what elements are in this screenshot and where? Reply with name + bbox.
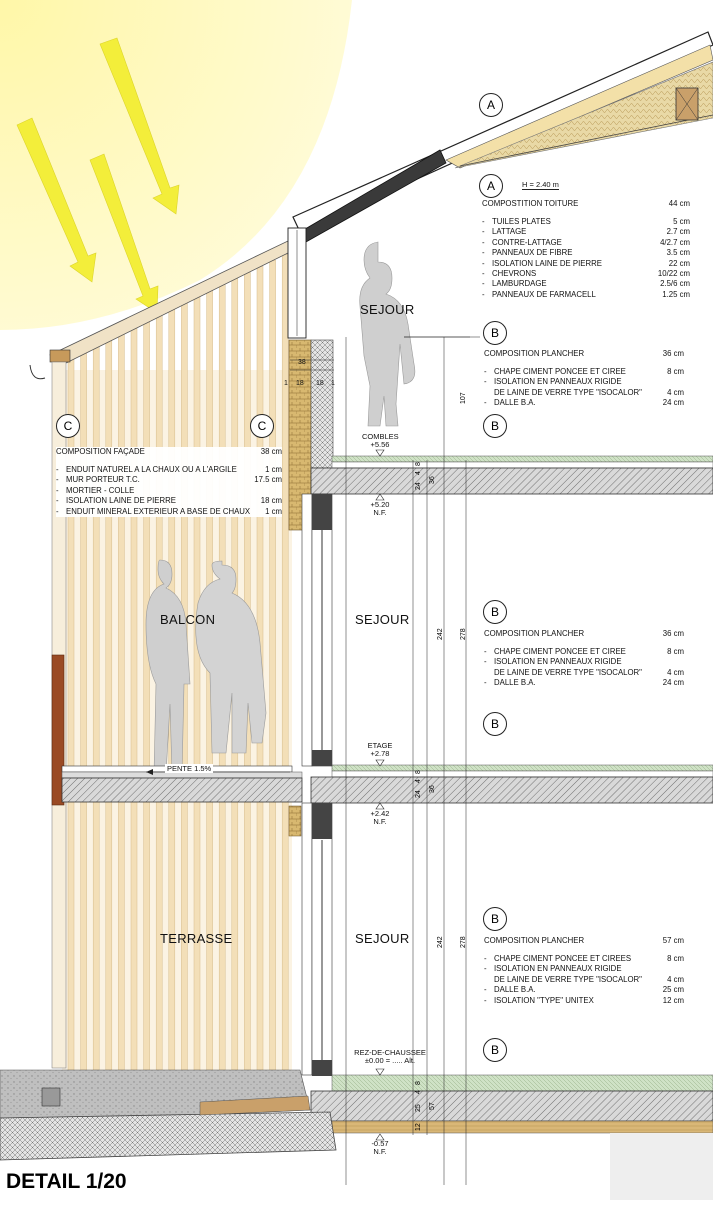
floor-spec-1-title: COMPOSITION PLANCHER <box>484 349 585 358</box>
spec-row-value: 4 cm <box>667 667 684 677</box>
spec-row-dash: - <box>56 475 59 485</box>
wood-slat <box>282 254 288 1070</box>
dim-wall-total: 38 <box>298 359 306 366</box>
spec-row-value: 24 cm <box>662 398 684 408</box>
spec-row-label: CONTRE-LATTAGE <box>492 237 562 247</box>
person-figure <box>360 242 415 426</box>
spec-row-label: DE LAINE DE VERRE TYPE "ISOCALOR" <box>494 974 642 984</box>
spec-row <box>482 227 690 237</box>
section-bubble-c1: C <box>56 414 80 438</box>
level-nf-top <box>362 501 398 517</box>
spec-row <box>56 465 282 475</box>
dim-top-slab-total: 36 <box>429 476 436 484</box>
spec-row-value: 5 cm <box>673 217 690 226</box>
dim-wall-1b: 1 <box>331 380 335 387</box>
floor-spec-1-total: 36 cm <box>662 349 684 358</box>
level-nf-mid-label: N.F. <box>373 817 387 826</box>
spec-row-value: 8 cm <box>667 647 684 656</box>
wood-slat <box>144 321 150 1070</box>
level-rdc-name: REZ-DE-CHAUSSEE <box>354 1048 426 1057</box>
spec-row-value: 4/2.7 cm <box>660 237 690 247</box>
spec-row-dash: - <box>56 506 59 516</box>
spec-row <box>484 647 684 657</box>
spec-row-dash: - <box>482 279 485 289</box>
spec-row <box>56 507 282 517</box>
dim-wall-18a: 18 <box>296 380 304 387</box>
dim-107: 107 <box>460 392 467 404</box>
spec-row-dash: - <box>482 289 485 299</box>
spec-row <box>484 996 684 1006</box>
dim-278a: 278 <box>460 628 467 640</box>
spec-row-dash: - <box>484 647 487 656</box>
level-etage-value: +2.78 <box>370 749 390 758</box>
spec-row <box>484 657 684 667</box>
spec-row-value: 3.5 cm <box>666 248 690 258</box>
level-nf-bottom-value: -0.57 <box>371 1139 389 1148</box>
facade-spec-total: 38 cm <box>260 447 282 456</box>
spec-row-dash: - <box>482 217 485 226</box>
spec-row-value: 2.7 cm <box>666 227 690 237</box>
spec-row-label: DE LAINE DE VERRE TYPE "ISOCALOR" <box>494 667 642 677</box>
section-bubble-a1: A <box>479 93 503 117</box>
spec-row-value: 1 cm <box>265 465 282 474</box>
level-etage <box>362 742 398 758</box>
gutter-icon <box>30 365 45 379</box>
spec-row <box>484 985 684 995</box>
dim-mid-slab-8: 8 <box>415 770 422 774</box>
spec-row-label: CHAPE CIMENT PONCEE ET CIREES <box>494 954 632 963</box>
level-rdc <box>350 1049 430 1065</box>
level-combles <box>362 433 398 449</box>
spec-row-value: 8 cm <box>667 367 684 376</box>
section-bubble-b4: B <box>483 712 507 736</box>
spec-row <box>56 496 282 506</box>
dim-top-slab-8: 8 <box>415 462 422 466</box>
level-etage-name: ETAGE <box>367 741 393 750</box>
dim-242a: 242 <box>437 628 444 640</box>
section-bubble-b1: B <box>483 321 507 345</box>
spec-row-dash: - <box>484 367 487 376</box>
roof-height: H = 2.40 m <box>522 180 559 189</box>
spec-row <box>482 248 690 258</box>
spec-row <box>482 290 690 300</box>
roof-spec-title: COMPOSTITION TOITURE <box>482 199 579 208</box>
level-nf-bottom <box>362 1140 398 1156</box>
floor-spec-3-title: COMPOSITION PLANCHER <box>484 936 585 945</box>
spec-row-label: CHEVRONS <box>492 268 537 278</box>
level-nf-top-value: +5.20 <box>370 500 390 509</box>
spec-row-dash: - <box>482 268 485 278</box>
spec-row-label: ISOLATION EN PANNEAUX RIGIDE <box>494 657 622 667</box>
spec-row-label: DE LAINE DE VERRE TYPE "ISOCALOR" <box>494 387 642 397</box>
spec-row-label: ENDUIT MINERAL EXTERIEUR A BASE DE CHAUX <box>66 506 251 516</box>
room-label-balcon: BALCON <box>160 612 216 627</box>
spec-row-label: ISOLATION EN PANNEAUX RIGIDE <box>494 377 622 387</box>
spec-row-value: 22 cm <box>668 258 690 268</box>
spec-row <box>482 279 690 289</box>
dim-bot-slab-4: 4 <box>415 1090 422 1094</box>
spec-row <box>484 388 684 398</box>
spec-row-label: ISOLATION LAINE DE PIERRE <box>492 258 602 268</box>
level-nf-bottom-label: N.F. <box>373 1147 387 1156</box>
floor-spec-2 <box>484 629 684 689</box>
spec-row-value: 8 cm <box>667 954 684 963</box>
roof-spec-total: 44 cm <box>668 199 690 208</box>
level-combles-value: +5.56 <box>370 440 390 449</box>
drawing-title: DETAIL 1/20 <box>6 1170 127 1193</box>
dim-wall-18b: 18 <box>316 380 324 387</box>
floor-spec-2-total: 36 cm <box>662 629 684 638</box>
dim-bot-slab-8: 8 <box>415 1081 422 1085</box>
wood-slat <box>118 333 124 1070</box>
spec-row-label: DALLE B.A. <box>494 985 536 995</box>
spec-row-label: MUR PORTEUR T.C. <box>66 475 140 485</box>
section-bubble-b6: B <box>483 1038 507 1062</box>
dim-mid-slab-total: 36 <box>429 785 436 793</box>
spec-row <box>484 377 684 387</box>
spec-row-value: 12 cm <box>662 995 684 1005</box>
dim-bot-slab-total: 57 <box>429 1102 436 1110</box>
section-bubble-b3: B <box>483 600 507 624</box>
spec-row <box>482 259 690 269</box>
spec-row-label: MORTIER - COLLE <box>66 485 135 495</box>
slope-label: PENTE 1.5% <box>167 764 212 773</box>
spec-row-dash: - <box>482 258 485 268</box>
spec-row-value: 1 cm <box>265 506 282 516</box>
dim-278b: 278 <box>460 936 467 948</box>
room-label-terrasse: TERRASSE <box>160 931 233 946</box>
spec-row-label: LAMBURDAGE <box>492 279 547 289</box>
spec-row-label: ISOLATION EN PANNEAUX RIGIDE <box>494 964 622 974</box>
section-bubble-c2: C <box>250 414 274 438</box>
spec-row-dash: - <box>484 995 487 1005</box>
spec-row <box>484 954 684 964</box>
spec-row-label: ENDUIT NATUREL A LA CHAUX OU A L'ARGILE <box>66 465 237 474</box>
floor-spec-2-title: COMPOSITION PLANCHER <box>484 629 585 638</box>
spec-row-dash: - <box>56 485 59 495</box>
room-label-sejour-bottom: SEJOUR <box>355 931 410 946</box>
dim-mid-slab-24: 24 <box>415 790 422 798</box>
spec-row-value: 2.5/6 cm <box>660 279 690 289</box>
spec-row <box>482 217 690 227</box>
spec-row-label: PANNEAUX DE FARMACELL <box>492 289 596 299</box>
level-rdc-value: ±0.00 = ..... Alt. <box>364 1056 416 1065</box>
level-combles-name: COMBLES <box>362 432 399 441</box>
spec-row-dash: - <box>484 377 487 387</box>
spec-row-value: 4 cm <box>667 387 684 397</box>
section-bubble-b2: B <box>483 414 507 438</box>
spec-row <box>484 367 684 377</box>
spec-row-value: 18 cm <box>260 496 282 506</box>
floor-spec-3 <box>484 936 684 1006</box>
spec-row-label: CHAPE CIMENT PONCEE ET CIREE <box>494 367 626 376</box>
roof-spec <box>482 199 690 300</box>
spec-row-dash: - <box>484 678 487 688</box>
spec-row-value: 24 cm <box>662 678 684 688</box>
spec-row <box>484 678 684 688</box>
spec-row <box>484 398 684 408</box>
spec-row <box>56 475 282 485</box>
room-label-sejour-mid: SEJOUR <box>355 612 410 627</box>
wood-slat <box>131 327 137 1070</box>
spec-row-label: ISOLATION "TYPE" UNITEX <box>494 995 594 1005</box>
spec-row <box>482 238 690 248</box>
dim-bot-slab-25: 25 <box>415 1104 422 1112</box>
spec-row-label: CHAPE CIMENT PONCEE ET CIREE <box>494 647 626 656</box>
spec-row-dash: - <box>482 237 485 247</box>
spec-row-label: LATTAGE <box>492 227 527 237</box>
dim-242b: 242 <box>437 936 444 948</box>
spec-row-dash: - <box>484 398 487 408</box>
dim-wall-1a: 1 <box>284 380 288 387</box>
spec-row <box>484 975 684 985</box>
spec-row-dash: - <box>484 985 487 995</box>
spec-row <box>482 269 690 279</box>
wood-slat <box>270 260 276 1070</box>
dim-top-slab-4: 4 <box>415 471 422 475</box>
spec-row-value: 4 cm <box>667 974 684 984</box>
level-nf-mid <box>362 810 398 826</box>
spec-row <box>484 964 684 974</box>
section-bubble-b5: B <box>483 907 507 931</box>
wood-slat <box>194 297 200 1070</box>
spec-row-dash: - <box>484 657 487 667</box>
dim-bot-slab-12: 12 <box>415 1123 422 1131</box>
spec-row-label: DALLE B.A. <box>494 398 536 408</box>
spec-row-label: DALLE B.A. <box>494 678 536 688</box>
spec-row-label: TUILES PLATES <box>492 217 551 226</box>
facade-spec-title: COMPOSITION FAÇADE <box>56 447 145 456</box>
room-label-sejour-top: SEJOUR <box>360 302 415 317</box>
level-nf-mid-value: +2.42 <box>370 809 390 818</box>
spec-row-value: 10/22 cm <box>657 268 690 278</box>
spec-row-value: 1.25 cm <box>662 289 690 299</box>
spec-row <box>56 486 282 496</box>
spec-row-dash: - <box>482 227 485 237</box>
spec-row-dash: - <box>482 248 485 258</box>
spec-row-dash: - <box>56 465 59 474</box>
spec-row-dash: - <box>484 954 487 963</box>
spec-row-value: 17.5 cm <box>254 475 282 485</box>
dim-top-slab-24: 24 <box>415 482 422 490</box>
spec-row-label: ISOLATION LAINE DE PIERRE <box>66 496 176 506</box>
spec-row-dash: - <box>56 496 59 506</box>
facade-spec <box>56 447 282 517</box>
spec-row-value: 25 cm <box>662 985 684 995</box>
section-bubble-a2: A <box>479 174 503 198</box>
spec-row-dash: - <box>484 964 487 974</box>
dim-mid-slab-4: 4 <box>415 779 422 783</box>
spec-row-label: PANNEAUX DE FIBRE <box>492 248 573 258</box>
spec-row <box>484 668 684 678</box>
floor-spec-3-total: 57 cm <box>662 936 684 945</box>
level-nf-top-label: N.F. <box>373 508 387 517</box>
floor-spec-1 <box>484 349 684 409</box>
